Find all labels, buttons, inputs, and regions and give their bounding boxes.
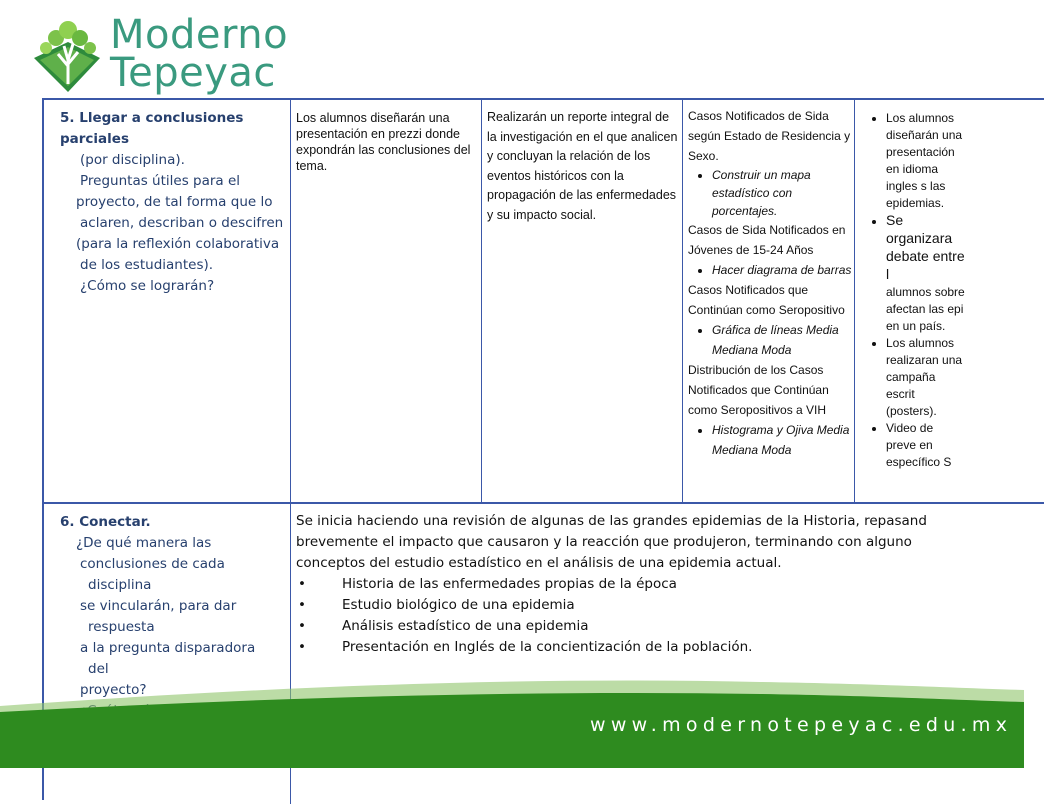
- row2-stage-line: a la pregunta disparadora: [80, 640, 256, 656]
- row1-report-cell: Realizarán un reporte integral de la investigación en el que analicen y concluyan la relación de los eventos históricos con la propagación de las enfermedades y su impacto social.: [487, 110, 678, 222]
- stat-bullet: • Hacer diagrama de barras: [712, 260, 852, 280]
- row2-stage-line: conclusiones de cada: [80, 556, 225, 572]
- row1-statistics-cell: [688, 106, 852, 460]
- activity-bullet: • Los alumnos diseñarán una presentación en idioma ingles s las epidemias.: [886, 110, 966, 212]
- activity-bullet: • Los alumnos realizaran una campaña escrit (posters).: [886, 335, 966, 420]
- website-url[interactable]: www.modernotepeyac.edu.mx: [590, 714, 1013, 736]
- row1-presentation-cell: Los alumnos diseñarán una presentación en prezzi donde expondrán las conclusiones del tema.: [296, 111, 471, 173]
- row2-stage-line: se vincularán, para dar: [80, 598, 237, 614]
- row1-stage-line: ¿Cómo se lograrán?: [80, 278, 215, 294]
- row1-activities-cell: [856, 110, 966, 469]
- brand-name: [110, 12, 289, 96]
- stat-paragraph: Casos Notificados de Sida según Estado de Residencia y Sexo.: [688, 109, 851, 163]
- row1-stage-heading: 5. Llegar a conclusiones parciales: [60, 110, 244, 147]
- row1-stage-line: Preguntas útiles para el proyecto, de tal forma que lo: [76, 173, 273, 210]
- row2-bullet: • Análisis estadístico de una epidemia: [296, 616, 976, 637]
- row2-bullet: • Historia de las enfermedades propias de la época: [296, 574, 976, 595]
- row2-stage-line: ¿De qué manera las: [76, 535, 212, 551]
- row2-bullet: • Presentación en Inglés de la concientización de la población.: [296, 637, 976, 658]
- row2-intro: Se inicia haciendo una revisión de algunas de las grandes epidemias de la Historia, repasand brevemente el impacto que causaron y la reacción que produjeron, terminando con alguno conceptos del estudio estadístico en el análisis de una epidemia actual.: [296, 513, 927, 571]
- row1-stage-line: (para la reflexión colaborativa: [76, 236, 280, 252]
- stat-bullet: • Gráfica de líneas Media Mediana Moda: [712, 320, 852, 360]
- row1-stage-line: de los estudiantes).: [80, 257, 214, 273]
- row2-stage-line: proyecto?: [80, 682, 147, 698]
- stat-paragraph: Casos de Sida Notificados en Jóvenes de 15-24 Años: [688, 223, 846, 257]
- row2-stage-line: del: [88, 661, 109, 677]
- brand-line-1: Moderno: [110, 12, 289, 58]
- stat-bullet: • Histograma y Ojiva Media Mediana Moda: [712, 420, 852, 460]
- row1-stage-cell: [60, 108, 286, 297]
- row2-stage-line: respuesta: [88, 619, 155, 635]
- logo: [28, 14, 308, 96]
- row2-description-cell: [296, 511, 976, 671]
- stat-bullet: • Construir un mapa estadístico con porcentajes.: [712, 166, 852, 220]
- activity-bullet: • Video de preve en específico S: [886, 420, 966, 471]
- stat-paragraph: Casos Notificados que Continúan como Seropositivo: [688, 283, 845, 317]
- brand-line-2: Tepeyac: [110, 50, 276, 96]
- row2-stage-heading: 6. Conectar.: [60, 514, 151, 530]
- row1-stage-line: (por disciplina).: [80, 152, 185, 168]
- tree-logo-icon: [28, 14, 108, 96]
- stat-paragraph: Distribución de los Casos Notificados que Continúan como Seropositivos a VIH: [688, 363, 829, 417]
- activity-bullet: • Se organizara debate entre l alumnos sobre afectan las epi en un país.: [886, 212, 966, 335]
- row2-bullet: • Estudio biológico de una epidemia: [296, 595, 976, 616]
- row2-stage-line: disciplina: [88, 577, 152, 593]
- row1-stage-line: aclaren, describan o descifren: [80, 215, 284, 231]
